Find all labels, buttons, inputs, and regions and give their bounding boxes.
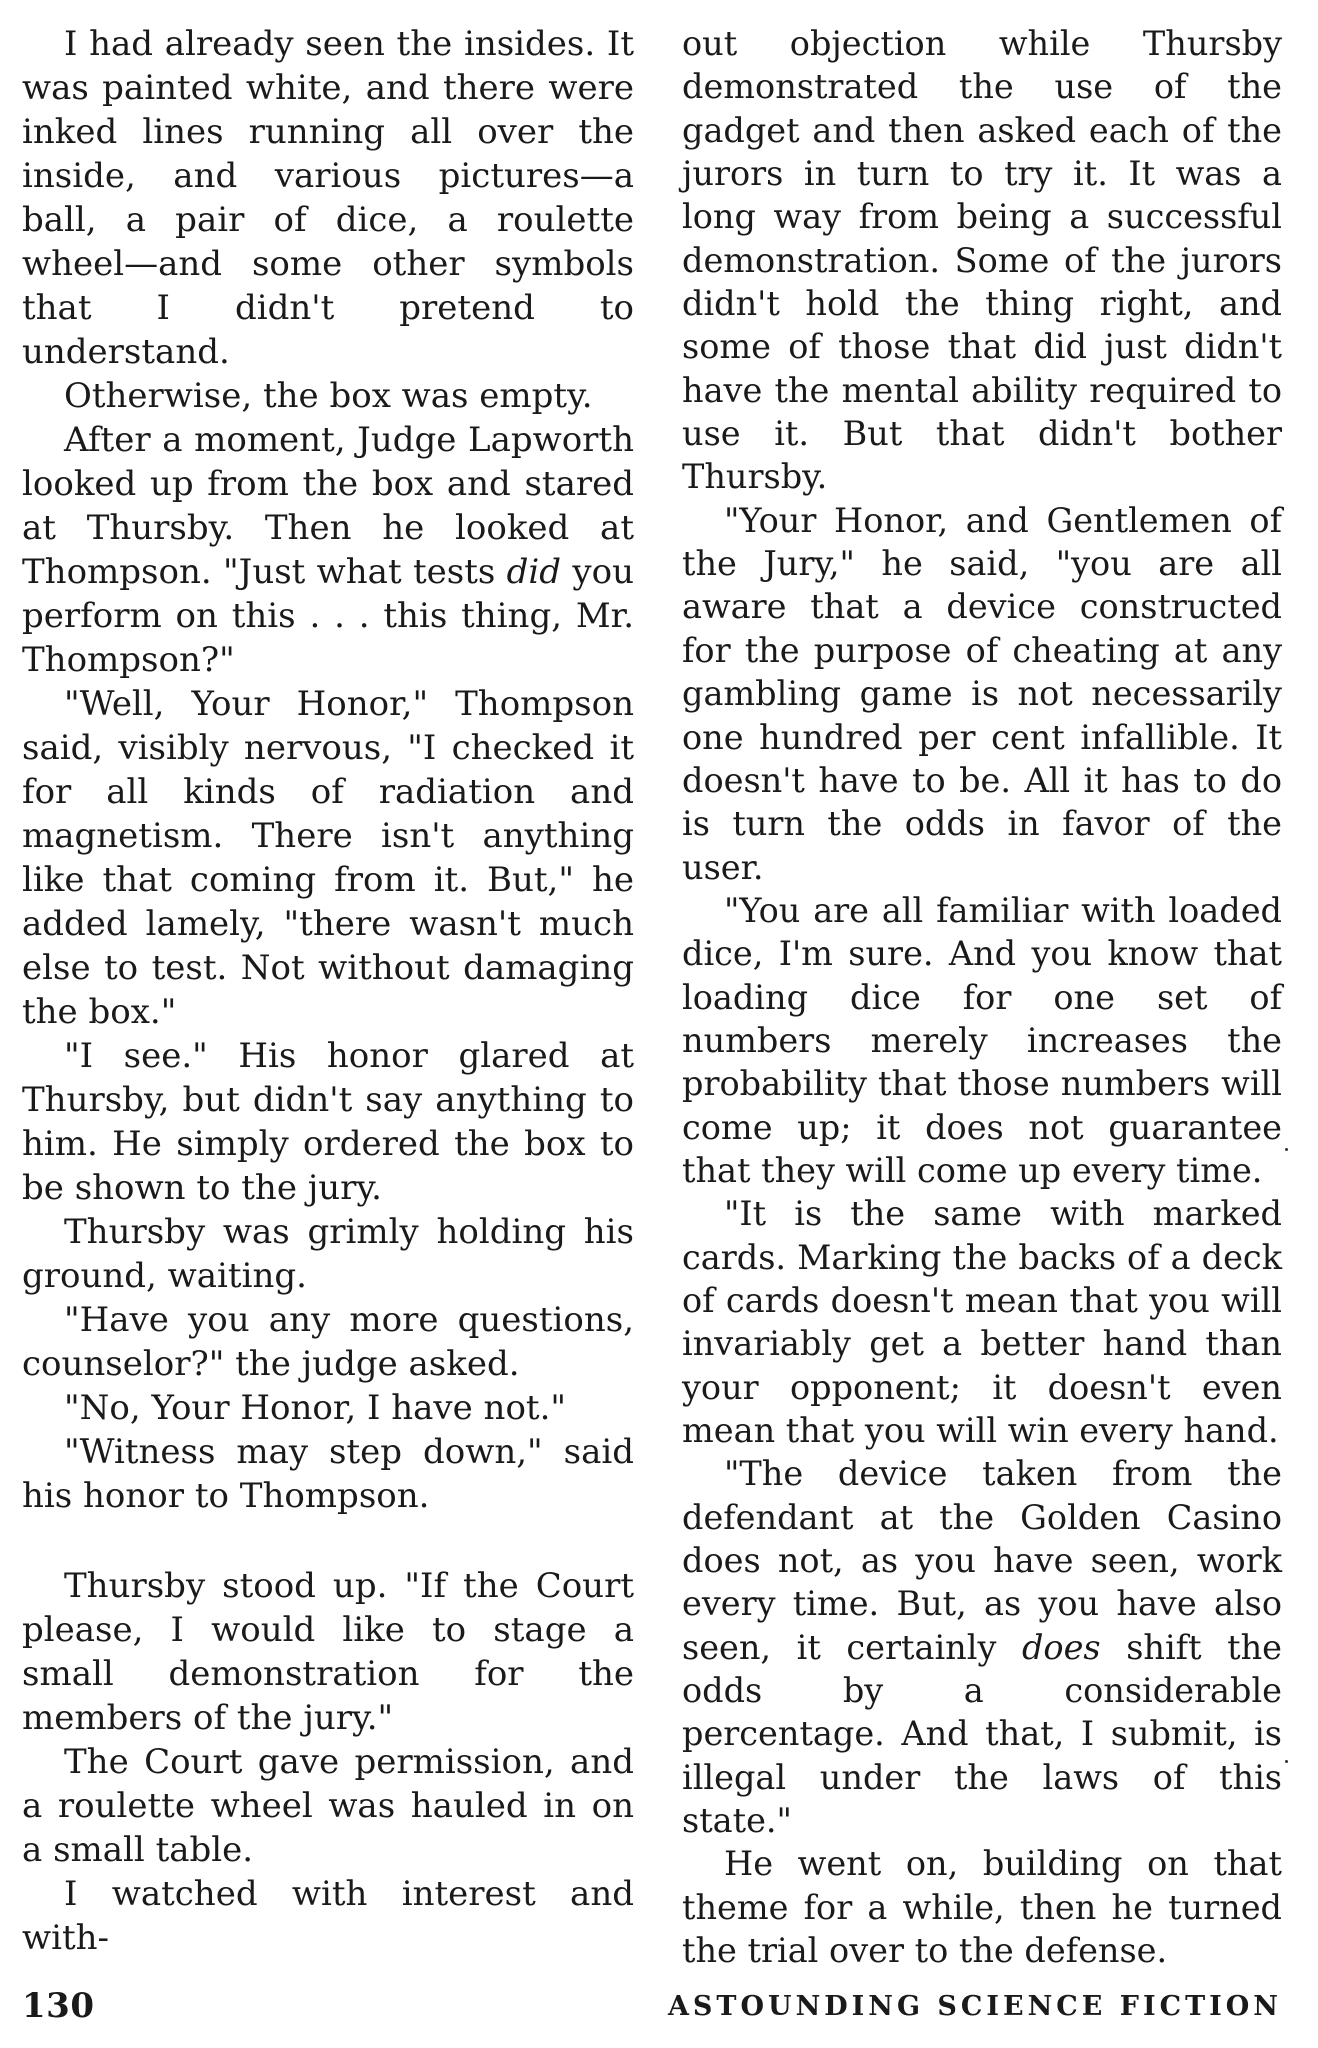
- paragraph: "You are all familiar with loaded dice, I'm sure. And you know that loading dice for one set of numbers merely increases the probability that those numbers will come up; it does not guarantee that they will come up every time.: [682, 890, 1282, 1190]
- paragraph: He went on, building on that theme for a while, then he turned the trial over to the defense.: [682, 1844, 1282, 1971]
- quote-text: "Just what tests: [223, 552, 507, 592]
- paragraph-text: After a moment, Judge Lapworth looked up from the box and stared at Thursby. Then he looked at Thompson.: [22, 420, 634, 592]
- emphasis-text: did: [506, 552, 562, 592]
- right-column: [682, 22, 1282, 1972]
- paragraph: "No, Your Honor, I have not.": [64, 1388, 567, 1428]
- print-speck: [1285, 1148, 1288, 1151]
- running-title: ASTOUNDING SCIENCE FICTION: [667, 1991, 1282, 2022]
- paragraph: "It is the same with marked cards. Marking the backs of a deck of cards doesn't mean that you will invariably get a better hand than your opponent; it doesn't even mean that you will win every hand.: [682, 1194, 1282, 1450]
- paragraph: [22, 418, 634, 682]
- left-column: [22, 22, 634, 1960]
- paragraph: Otherwise, the box was empty.: [64, 376, 593, 416]
- paragraph: [682, 1452, 1282, 1842]
- paragraph-text: shift the odds by a considerable percentage. And that, I submit, is illegal under the laws of this state.": [682, 1627, 1282, 1841]
- paragraph: I watched with interest and with-: [22, 1874, 634, 1958]
- paragraph: "I see." His honor glared at Thursby, but didn't say anything to him. He simply ordered the box to be shown to the jury.: [22, 1036, 634, 1208]
- paragraph: "Your Honor, and Gentlemen of the Jury," he said, "you are all aware that a device constructed for the purpose of cheating at any gambling game is not necessarily one hundred per cent infallible. It doesn't have to be. All it has to do is turn the odds in favor of the user.: [682, 500, 1282, 887]
- paragraph: Thursby stood up. "If the Court please, I would like to stage a small demonstration for the members of the jury.": [22, 1566, 634, 1738]
- quote-text: you perform on this . . . this thing, Mr. Thompson?": [22, 552, 634, 680]
- emphasis-text: does: [1021, 1627, 1101, 1667]
- paragraph: The Court gave permission, and a roulette wheel was hauled in on a small table.: [22, 1742, 634, 1870]
- paragraph: "Witness may step down," said his honor to Thompson.: [22, 1432, 634, 1516]
- paragraph: Thursby was grimly holding his ground, waiting.: [22, 1212, 634, 1296]
- paragraph: I had already seen the insides. It was painted white, and there were inked lines running all over the inside, and various pictures—a ball, a pair of dice, a roulette wheel—and some other symbols that I didn't pretend to understand.: [22, 24, 634, 372]
- paragraph: out objection while Thursby demonstrated the use of the gadget and then asked each of the jurors in turn to try it. It was a long way from being a successful demonstration. Some of the jurors didn't hold the thing right, and some of those that did just didn't have the mental ability required to use it. But that didn't bother Thursby.: [682, 24, 1282, 497]
- paragraph: "Have you any more questions, counselor?" the judge asked.: [22, 1300, 634, 1384]
- paragraph-text: "The device taken from the defendant at the Golden Casino does not, as you have seen, work every time. But, as you have also seen, it certainly: [682, 1454, 1282, 1667]
- page-number: 130: [22, 1986, 95, 2026]
- paragraph: "Well, Your Honor," Thompson said, visibly nervous, "I checked it for all kinds of radiation and magnetism. There isn't anything like that coming from it. But," he added lamely, "there wasn't much else to test. Not without damaging the box.": [22, 684, 634, 1032]
- print-speck: [1285, 1760, 1288, 1763]
